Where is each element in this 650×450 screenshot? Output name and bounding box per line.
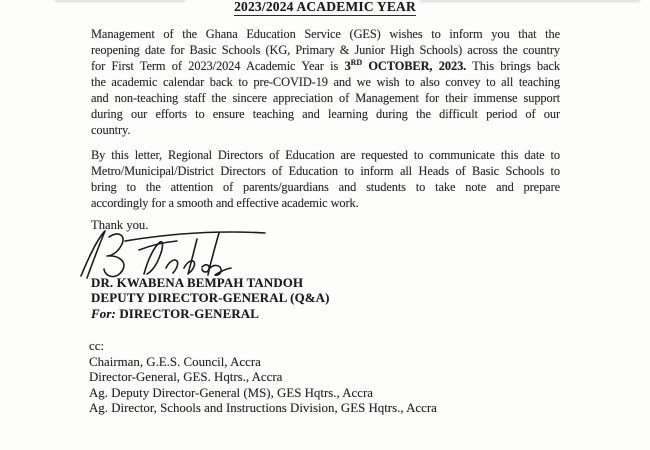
signature-t-cross xyxy=(139,241,177,250)
signature-b xyxy=(104,234,124,277)
reopening-day-ordinal: RD xyxy=(350,58,363,67)
text-line: reopening date for Basic Schools (KG, Primary & Junior High Schools) across the country xyxy=(91,43,560,57)
text-line: and non-teaching staff the sincere appreciation of Management for their immense support xyxy=(91,91,560,105)
text-line: By this letter, Regional Directors of Education are requested to communicate this date to xyxy=(91,148,560,162)
for-role: DIRECTOR-GENERAL xyxy=(115,306,260,321)
signature-n xyxy=(166,260,178,273)
text-line: country. xyxy=(91,123,131,137)
text-line: the academic calendar back to pre-COVID-19 and we wish to also convey to all teaching xyxy=(91,75,560,89)
signatory-name: DR. KWABENA BEMPAH TANDOH xyxy=(91,276,304,290)
cc-item: Ag. Director, Schools and Instructions Division, GES Hqtrs., Accra xyxy=(89,401,437,416)
signature-flourish xyxy=(125,232,265,241)
paragraph-announcement xyxy=(91,26,560,138)
signatory-for-line xyxy=(91,307,330,322)
text-line: Management of the Ghana Education Service (GES) wishes to inform you that the xyxy=(91,27,560,41)
signatory-block xyxy=(91,276,330,322)
reopening-month-year: OCTOBER, 2023. xyxy=(362,59,467,73)
signature-k xyxy=(81,231,105,278)
text-line: accordingly for a smooth and effective academic work. xyxy=(91,196,359,210)
paragraph-instruction xyxy=(91,147,560,211)
signature-h xyxy=(208,233,231,275)
text-line-reopening-date xyxy=(91,58,560,74)
letter-title xyxy=(0,0,650,15)
text-line: Metro/Municipal/District Directors of Education to inform all Heads of Basic Schools to xyxy=(91,164,560,178)
text-line: bring to the attention of parents/guardians and students to take note and prepare xyxy=(91,180,560,194)
date-line-post: This brings back xyxy=(466,59,560,73)
date-line-pre: for First Term of 2023/2024 Academic Year is xyxy=(91,59,345,73)
cc-item: Ag. Deputy Director-General (MS), GES Hqtrs., Accra xyxy=(89,385,373,400)
cc-label: cc: xyxy=(89,339,105,353)
for-label: For: xyxy=(91,306,116,321)
text-line: during our efforts to ensure teaching and learning during the difficult period of our xyxy=(91,107,560,121)
cc-item: Chairman, G.E.S. Council, Accra xyxy=(89,354,261,369)
closing-line: Thank you. xyxy=(91,218,149,232)
handwritten-signature xyxy=(78,227,278,279)
signature-d xyxy=(184,239,197,274)
letter-title-text: 2023/2024 ACADEMIC YEAR xyxy=(234,0,416,14)
cc-block xyxy=(89,339,437,417)
reopening-day: 3 xyxy=(344,59,351,73)
cc-item: Director-General, GES. Hqtrs., Accra xyxy=(89,370,283,385)
signatory-position: DEPUTY DIRECTOR-GENERAL (Q&A) xyxy=(91,291,330,306)
